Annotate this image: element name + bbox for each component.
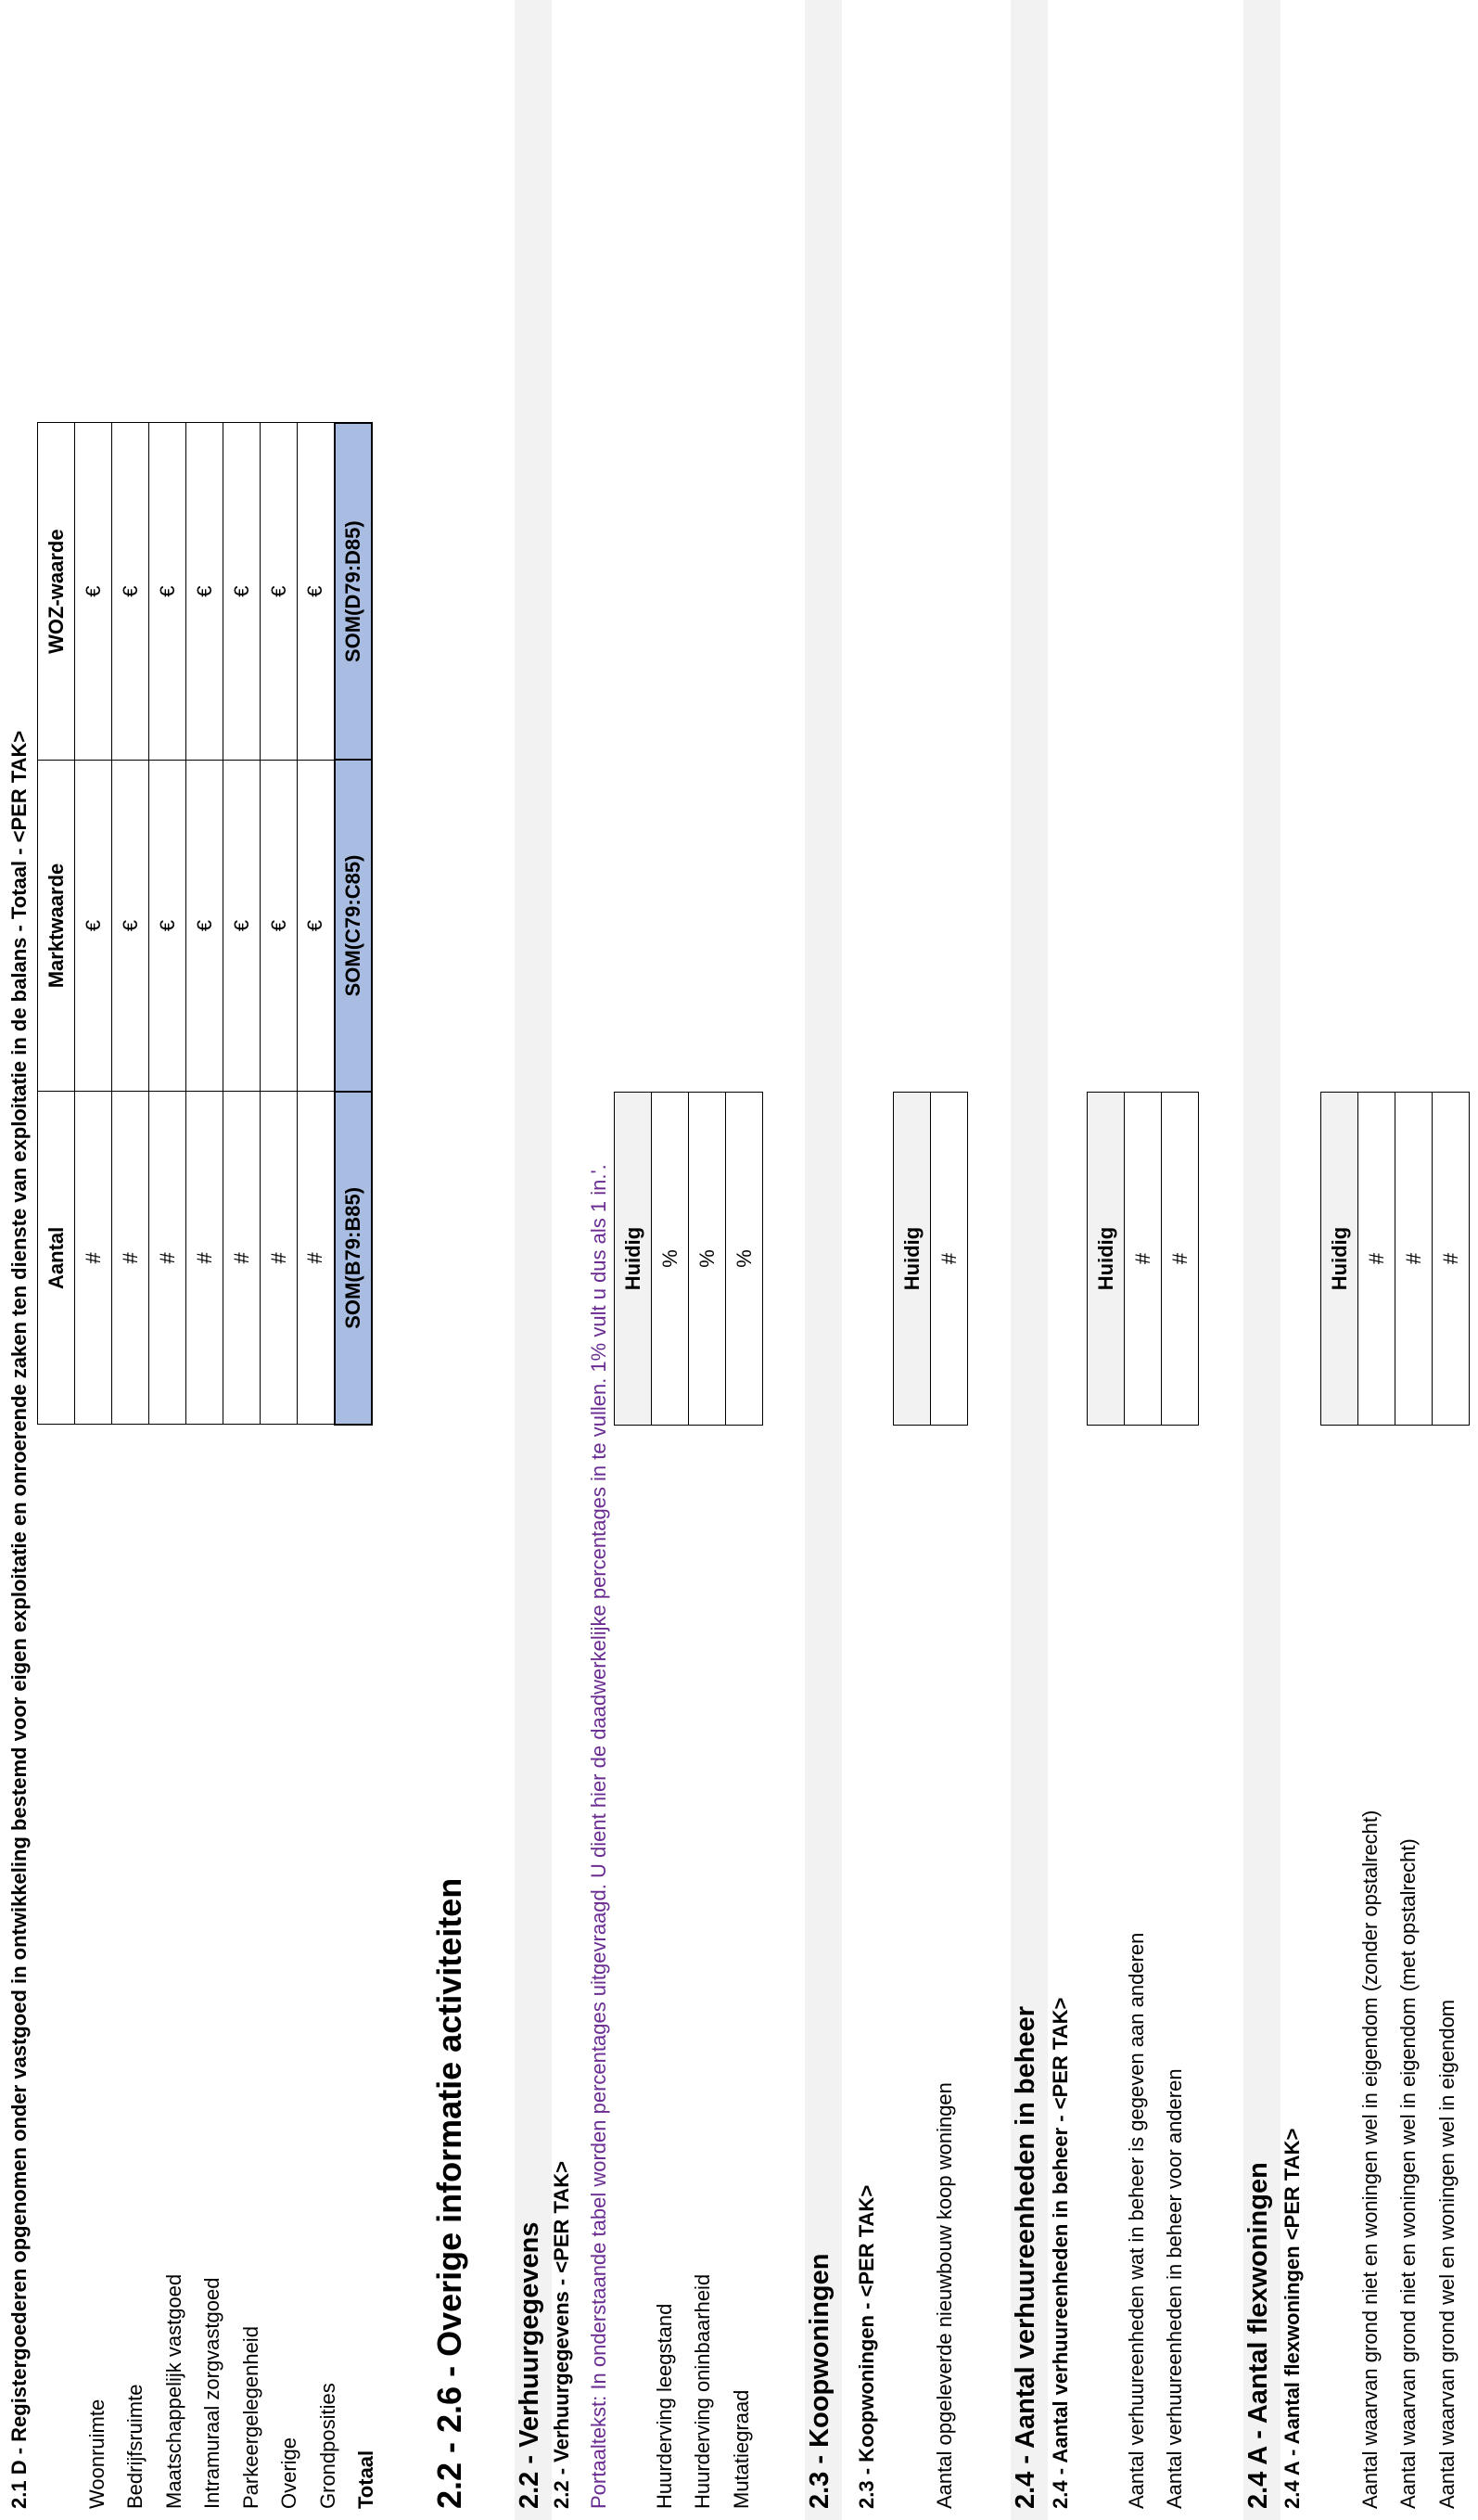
table-row [75, 423, 112, 1425]
cell-input[interactable]: € [112, 423, 149, 760]
row-label-in-beheer-gegeven: Aantal verhuureenheden wat in beheer is gegeven aan anderen [1125, 1932, 1148, 2509]
portal-text: Portaaltekst: In onderstaande tabel worden percentages uitgevraagd. U dient hier de daadwerkelijke percentages in te vullen. 1% vult u dus als 1 in.'. [587, 1164, 610, 2509]
cell-input[interactable]: € [298, 760, 335, 1091]
cell-input[interactable]: % [652, 1093, 689, 1426]
column-header-huidig: Huidig [894, 1093, 931, 1426]
gray-band-2-2 [515, 0, 552, 1096]
section-2-3-subtitle: 2.3 - Koopwoningen - <PER TAK> [855, 2184, 878, 2509]
section-2-2-subtitle: 2.2 - Verhuurgegevens - <PER TAK> [550, 2161, 573, 2509]
section-2-3-title: 2.3 - Koopwoningen [805, 2253, 835, 2509]
table-row [112, 423, 149, 1425]
row-label-flex-zonder-opstalrecht: Aantal waarvan grond niet en woningen wel in eigendom (zonder opstalrecht) [1358, 1810, 1382, 2509]
cell-input[interactable]: # [1162, 1093, 1199, 1426]
cell-input[interactable]: € [149, 423, 186, 760]
section-2-4a-title: 2.4 A - Aantal flexwoningen [1243, 2162, 1273, 2509]
total-cell-woz-waarde: SOM(D79:D85) [335, 423, 372, 760]
row-label-intramuraal-zorgvastgoed: Intramuraal zorgvastgoed [200, 2277, 223, 2509]
row-label-maatschappelijk-vastgoed: Maatschappelijk vastgoed [162, 2273, 185, 2509]
cell-input[interactable]: € [112, 760, 149, 1091]
table-header-row [38, 423, 75, 1425]
row-label-huurderving-oninbaarheid: Huurderving oninbaarheid [691, 2273, 714, 2509]
section-2-4-subtitle: 2.4 - Aantal verhuureenheden in beheer - <PER TAK> [1049, 1997, 1072, 2509]
row-label-bedrijfsruimte: Bedrijfsruimte [123, 2384, 147, 2509]
verhuurgegevens-table [614, 1092, 763, 1426]
section-2-1d-title: 2.1 D - Registergoederen opgenomen onder vastgoed in ontwikkeling bestemd voor eigen exploitatie en onroerende zaken ten dienste van exploitatie in de balans - Totaal - <PER TAK> [7, 730, 31, 2509]
row-label-flex-grond-en-woningen: Aantal waarvan grond wel en woningen wel in eigendom [1435, 1999, 1459, 2509]
cell-input[interactable]: # [261, 1092, 298, 1425]
column-header-marktwaarde: Marktwaarde [38, 760, 75, 1091]
cell-input[interactable]: # [298, 1092, 335, 1425]
column-header-huidig: Huidig [1088, 1093, 1125, 1426]
register-goods-table [37, 422, 373, 1426]
column-header-woz-waarde: WOZ-waarde [38, 423, 75, 760]
gray-band-2-4 [1011, 0, 1048, 1096]
row-label-mutatiegraad: Mutatiegraad [730, 2389, 753, 2509]
table-row [298, 423, 335, 1425]
cell-input[interactable]: # [1433, 1093, 1470, 1426]
cell-input[interactable]: # [1125, 1093, 1162, 1426]
section-2-2-title: 2.2 - Verhuurgegevens [515, 2221, 544, 2509]
cell-input[interactable]: € [75, 423, 112, 760]
cell-input[interactable]: € [186, 760, 223, 1091]
cell-input[interactable]: # [223, 1092, 261, 1425]
gray-band-2-3 [805, 0, 842, 1096]
cell-input[interactable]: € [186, 423, 223, 760]
table-row [261, 423, 298, 1425]
verhuureenheden-table [1087, 1092, 1199, 1426]
row-label-in-beheer-voor-anderen: Aantal verhuureenheden in beheer voor anderen [1163, 2068, 1186, 2509]
total-cell-aantal: SOM(B79:B85) [335, 1092, 372, 1425]
cell-input[interactable]: € [149, 760, 186, 1091]
koopwoningen-table [893, 1092, 968, 1426]
main-section-title: 2.2 - 2.6 - Overige informatie activiteiten [430, 1877, 468, 2509]
row-label-grondposities: Grondposities [316, 2383, 339, 2509]
cell-input[interactable]: # [75, 1092, 112, 1425]
gray-band-2-4a [1243, 0, 1281, 1096]
cell-input[interactable]: # [1358, 1093, 1395, 1426]
row-label-overige: Overige [277, 2437, 300, 2509]
cell-input[interactable]: # [931, 1093, 968, 1426]
table-row [186, 423, 223, 1425]
row-label-flex-met-opstalrecht: Aantal waarvan grond niet en woningen wel in eigendom (met opstalrecht) [1396, 1838, 1420, 2509]
flexwoningen-table [1320, 1092, 1470, 1426]
row-label-huurderving-leegstand: Huurderving leegstand [653, 2303, 676, 2509]
cell-input[interactable]: # [149, 1092, 186, 1425]
cell-input[interactable]: € [223, 760, 261, 1091]
row-label-totaal: Totaal [354, 2450, 377, 2509]
cell-input[interactable]: # [1395, 1093, 1433, 1426]
table-row [149, 423, 186, 1425]
row-label-opgeleverde-koopwoningen: Aantal opgeleverde nieuwbouw koop woningen [933, 2082, 956, 2509]
total-cell-marktwaarde: SOM(C79:C85) [335, 760, 372, 1091]
section-2-4a-subtitle: 2.4 A - Aantal flexwoningen <PER TAK> [1281, 2128, 1304, 2509]
cell-input[interactable]: % [726, 1093, 763, 1426]
cell-input[interactable]: € [261, 423, 298, 760]
cell-input[interactable]: % [689, 1093, 726, 1426]
cell-input[interactable]: € [75, 760, 112, 1091]
cell-input[interactable]: € [223, 423, 261, 760]
section-2-4-title: 2.4 - Aantal verhuureenheden in beheer [1011, 2005, 1040, 2509]
cell-input[interactable]: # [186, 1092, 223, 1425]
row-label-woonruimte: Woonruimte [85, 2398, 108, 2509]
cell-input[interactable]: € [261, 760, 298, 1091]
cell-input[interactable]: # [112, 1092, 149, 1425]
table-total-row [335, 423, 372, 1425]
column-header-huidig: Huidig [615, 1093, 652, 1426]
column-header-huidig: Huidig [1321, 1093, 1358, 1426]
row-label-parkeergelegenheid: Parkeergelegenheid [239, 2326, 262, 2509]
cell-input[interactable]: € [298, 423, 335, 760]
column-header-aantal: Aantal [38, 1092, 75, 1425]
table-row [223, 423, 261, 1425]
